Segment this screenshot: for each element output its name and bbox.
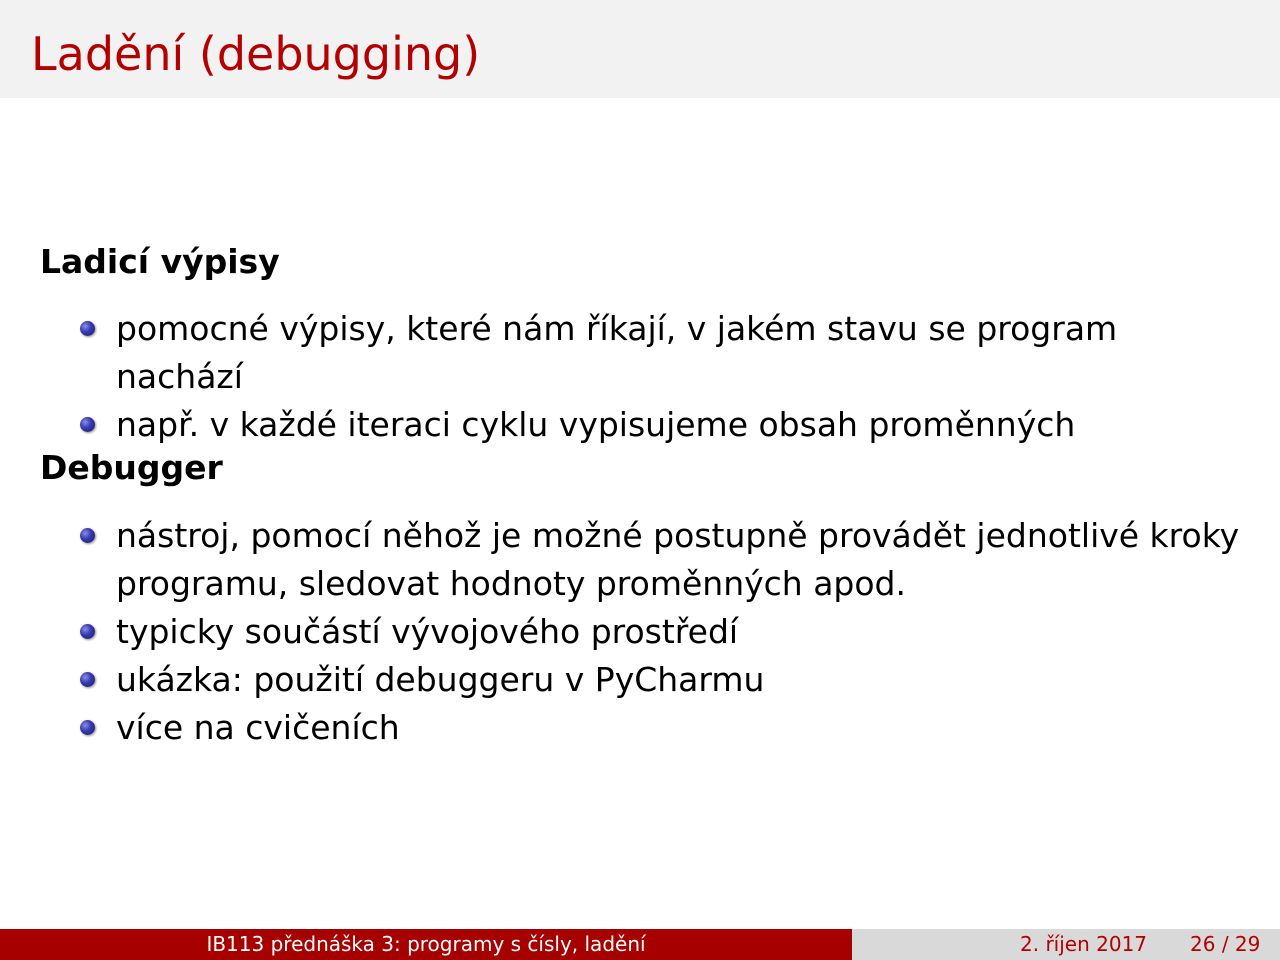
footer-page-number: [1190, 929, 1260, 960]
list-item-text: typicky součástí vývojového prostředí: [116, 612, 739, 651]
footer-date: 2. říjen 2017: [1020, 932, 1148, 956]
block-debug-prints: [40, 240, 1240, 449]
bullet-icon: [80, 417, 95, 432]
slide-title: Ladění (debugging): [31, 27, 481, 81]
list-item: [40, 656, 1240, 704]
list-item-text: pomocné výpisy, které nám říkají, v jakém stavu se program nachází: [116, 309, 1118, 396]
page-separator: /: [1221, 932, 1229, 956]
list-item-text: např. v každé iteraci cyklu vypisujeme obsah proměnných: [116, 405, 1076, 444]
block-debugger: [40, 446, 1240, 752]
page-current: 26: [1190, 932, 1216, 956]
slide-footer: [0, 929, 1280, 960]
bullet-icon: [80, 321, 95, 336]
list-item: [40, 401, 1240, 449]
block-heading-debug-prints: Ladicí výpisy: [40, 242, 280, 281]
bullet-icon: [80, 720, 95, 735]
bullet-icon: [80, 672, 95, 687]
list-item-text: ukázka: použití debuggeru v PyCharmu: [116, 660, 765, 699]
debugger-list: [40, 512, 1240, 752]
list-item: [40, 305, 1240, 401]
list-item: [40, 608, 1240, 656]
list-item-text: více na cvičeních: [116, 708, 400, 747]
list-item: [40, 704, 1240, 752]
page-total: 29: [1234, 932, 1261, 956]
list-item-text: nástroj, pomocí něhož je možné postupně provádět jednotlivé kroky programu, sledovat hodnoty proměnných apod.: [116, 516, 1240, 603]
bullet-icon: [80, 624, 95, 639]
debug-prints-list: [40, 305, 1240, 449]
slide-title-bar: [0, 0, 1280, 98]
list-item: [40, 512, 1240, 608]
footer-course-title: IB113 přednáška 3: programy s čísly, ladění: [206, 932, 646, 956]
block-heading-debugger: Debugger: [40, 448, 223, 487]
bullet-icon: [80, 528, 95, 543]
